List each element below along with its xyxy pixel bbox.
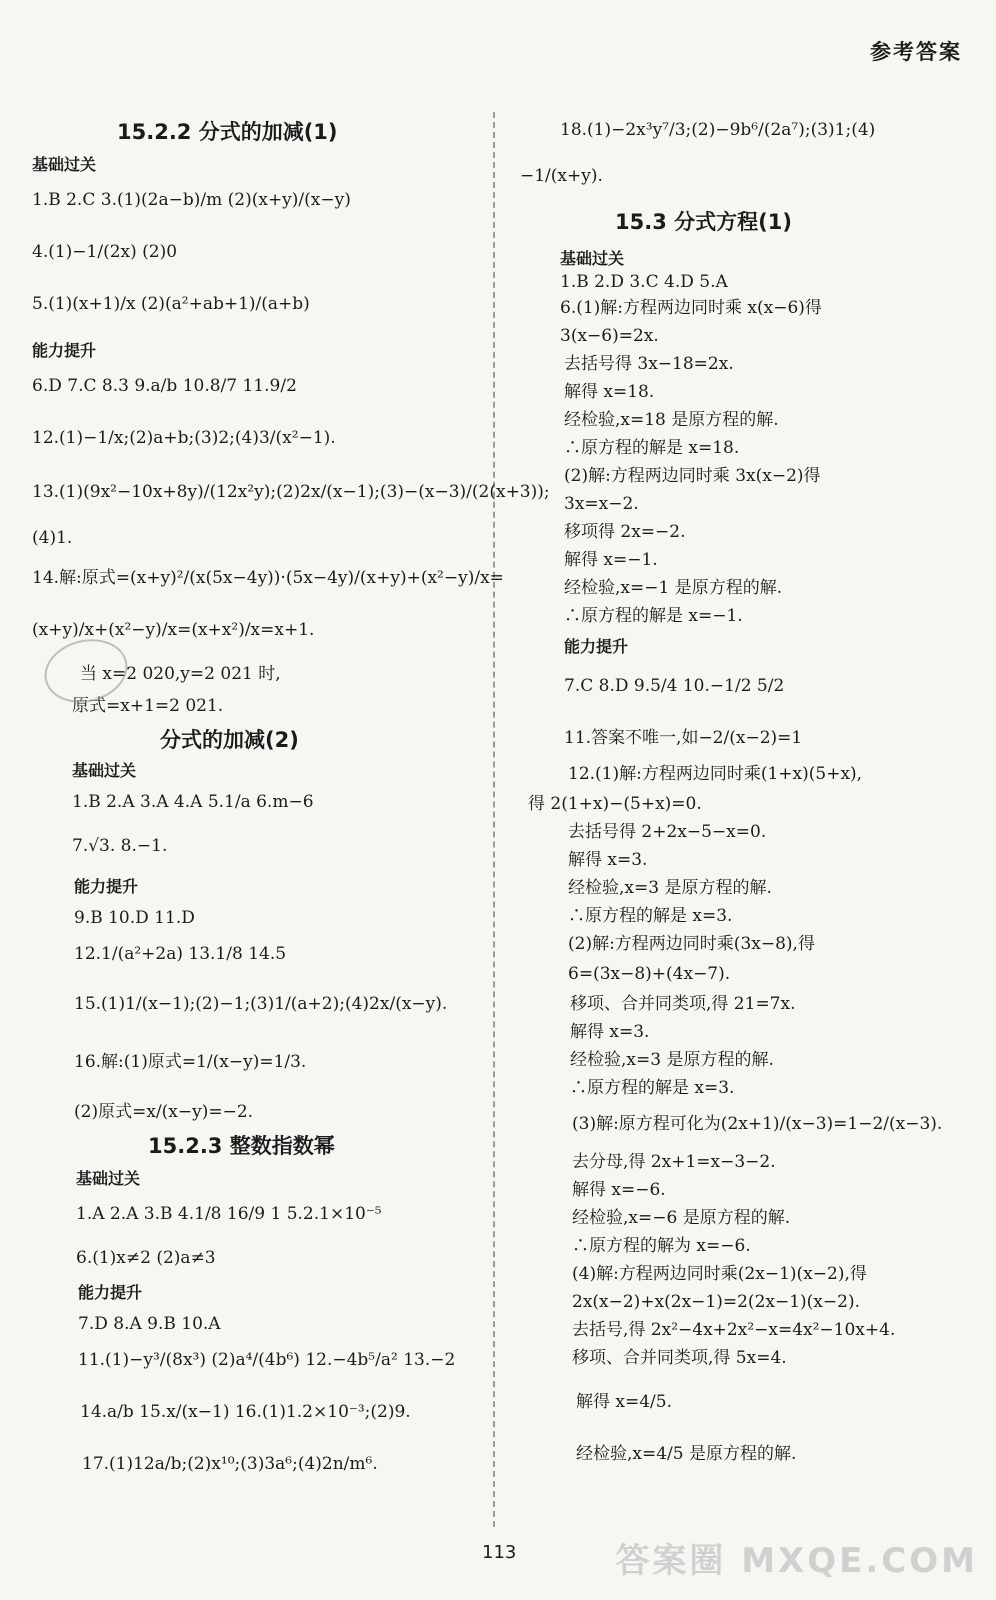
answer-line: 解得 x=3.: [570, 1022, 650, 1042]
answer-line: 3(x−6)=2x.: [560, 326, 659, 346]
answer-line: 12.1/(a²+2a) 13.1/8 14.5: [74, 944, 287, 964]
answer-line: 移项、合并同类项,得 21=7x.: [570, 994, 796, 1014]
answer-line: 3x=x−2.: [564, 494, 639, 514]
answer-line: ∴原方程的解为 x=−6.: [572, 1236, 751, 1256]
answer-line: 13.(1)(9x²−10x+8y)/(12x²y);(2)2x/(x−1);(3)−(x−3)/(2(x+3));: [32, 482, 550, 502]
answer-line: 12.(1)−1/x;(2)a+b;(3)2;(4)3/(x²−1).: [32, 428, 336, 448]
section-title: 15.2.2 分式的加减(1): [117, 120, 338, 144]
answer-line: 经检验,x=3 是原方程的解.: [568, 878, 772, 898]
answer-line: 解得 x=−6.: [572, 1180, 666, 1200]
subsection-title: 基础过关: [76, 1169, 141, 1188]
answer-line: 得 2(1+x)−(5+x)=0.: [528, 794, 702, 814]
subsection-title: 基础过关: [32, 155, 97, 174]
answer-line: −1/(x+y).: [520, 166, 603, 186]
answer-line: 1.B 2.D 3.C 4.D 5.A: [560, 272, 728, 292]
answer-line: 5.(1)(x+1)/x (2)(a²+ab+1)/(a+b): [32, 294, 310, 314]
answer-line: 1.B 2.A 3.A 4.A 5.1/a 6.m−6: [72, 792, 314, 812]
answer-line: (2)解:方程两边同时乘 3x(x−2)得: [564, 466, 821, 486]
answer-line: 2x(x−2)+x(2x−1)=2(2x−1)(x−2).: [572, 1292, 860, 1312]
subsection-title: 能力提升: [78, 1283, 143, 1302]
answer-line: 11.(1)−y³/(8x³) (2)a⁴/(4b⁶) 12.−4b⁵/a² 13.−2: [78, 1350, 456, 1370]
answer-line: 4.(1)−1/(2x) (2)0: [32, 242, 178, 262]
subsection-title: 基础过关: [560, 249, 625, 268]
answer-line: (2)原式=x/(x−y)=−2.: [74, 1102, 254, 1122]
answer-line: (2)解:方程两边同时乘(3x−8),得: [568, 934, 815, 954]
section-title: 15.3 分式方程(1): [615, 210, 792, 234]
answer-line: 7.√3. 8.−1.: [72, 836, 168, 856]
page-number: 113: [482, 1542, 517, 1563]
answer-line: 6.D 7.C 8.3 9.a/b 10.8/7 11.9/2: [32, 376, 297, 396]
answer-line: 经检验,x=−6 是原方程的解.: [572, 1208, 791, 1228]
answer-line: 去括号得 2+2x−5−x=0.: [568, 822, 767, 842]
answer-line: 7.D 8.A 9.B 10.A: [78, 1314, 221, 1334]
answer-line: ∴原方程的解是 x=3.: [568, 906, 733, 926]
answer-line: (4)解:方程两边同时乘(2x−1)(x−2),得: [572, 1264, 867, 1284]
answer-line: 15.(1)1/(x−1);(2)−1;(3)1/(a+2);(4)2x/(x−y).: [74, 994, 448, 1014]
answer-line: 经检验,x=18 是原方程的解.: [564, 410, 779, 430]
answer-line: 1.A 2.A 3.B 4.1/8 16/9 1 5.2.1×10⁻⁵: [76, 1204, 382, 1224]
answer-line: 9.B 10.D 11.D: [74, 908, 195, 928]
page-header: 参考答案: [870, 40, 962, 64]
answer-line: 6=(3x−8)+(4x−7).: [568, 964, 731, 984]
answer-line: 14.解:原式=(x+y)²/(x(5x−4y))·(5x−4y)/(x+y)+(x²−y)/x=: [32, 568, 504, 588]
answer-line: 6.(1)解:方程两边同时乘 x(x−6)得: [560, 298, 822, 318]
watermark: 答案圈 MXQE.COM: [615, 1541, 978, 1581]
answer-line: (x+y)/x+(x²−y)/x=(x+x²)/x=x+1.: [32, 620, 315, 640]
answer-line: 去括号得 3x−18=2x.: [564, 354, 734, 374]
subsection-title: 能力提升: [74, 877, 139, 896]
section-title: 分式的加减(2): [160, 728, 299, 752]
answer-line: 解得 x=3.: [568, 850, 648, 870]
answer-line: ∴原方程的解是 x=−1.: [564, 606, 743, 626]
answer-line: 7.C 8.D 9.5/4 10.−1/2 5/2: [564, 676, 785, 696]
answer-line: (4)1.: [32, 528, 73, 548]
answer-line: 11.答案不唯一,如−2/(x−2)=1: [564, 728, 803, 748]
answer-line: 原式=x+1=2 021.: [72, 696, 224, 716]
subsection-title: 能力提升: [32, 341, 97, 360]
subsection-title: 基础过关: [72, 761, 137, 780]
answer-line: (3)解:原方程可化为(2x+1)/(x−3)=1−2/(x−3).: [572, 1114, 943, 1134]
answer-line: 解得 x=4/5.: [576, 1392, 672, 1412]
answer-line: 经检验,x=−1 是原方程的解.: [564, 578, 783, 598]
answer-line: 1.B 2.C 3.(1)(2a−b)/m (2)(x+y)/(x−y): [32, 190, 351, 210]
answer-line: 18.(1)−2x³y⁷/3;(2)−9b⁶/(2a⁷);(3)1;(4): [560, 120, 876, 140]
answer-line: 当 x=2 020,y=2 021 时,: [80, 664, 281, 684]
answer-line: 16.解:(1)原式=1/(x−y)=1/3.: [74, 1052, 307, 1072]
answer-line: 移项、合并同类项,得 5x=4.: [572, 1348, 787, 1368]
answer-line: 解得 x=−1.: [564, 550, 658, 570]
subsection-title: 能力提升: [564, 637, 629, 656]
answer-line: 解得 x=18.: [564, 382, 655, 402]
section-title: 15.2.3 整数指数幂: [148, 1134, 335, 1158]
column-divider: [493, 112, 495, 1527]
answer-line: 14.a/b 15.x/(x−1) 16.(1)1.2×10⁻³;(2)9.: [80, 1402, 411, 1422]
answer-line: 经检验,x=3 是原方程的解.: [570, 1050, 774, 1070]
answer-line: 6.(1)x≠2 (2)a≠3: [76, 1248, 216, 1268]
answer-line: 移项得 2x=−2.: [564, 522, 686, 542]
answer-line: ∴原方程的解是 x=18.: [564, 438, 740, 458]
answer-line: 去括号,得 2x²−4x+2x²−x=4x²−10x+4.: [572, 1320, 896, 1340]
answer-line: 经检验,x=4/5 是原方程的解.: [576, 1444, 797, 1464]
answer-line: ∴原方程的解是 x=3.: [570, 1078, 735, 1098]
answer-line: 17.(1)12a/b;(2)x¹⁰;(3)3a⁶;(4)2n/m⁶.: [82, 1454, 378, 1474]
answer-line: 去分母,得 2x+1=x−3−2.: [572, 1152, 776, 1172]
answer-line: 12.(1)解:方程两边同时乘(1+x)(5+x),: [568, 764, 863, 784]
